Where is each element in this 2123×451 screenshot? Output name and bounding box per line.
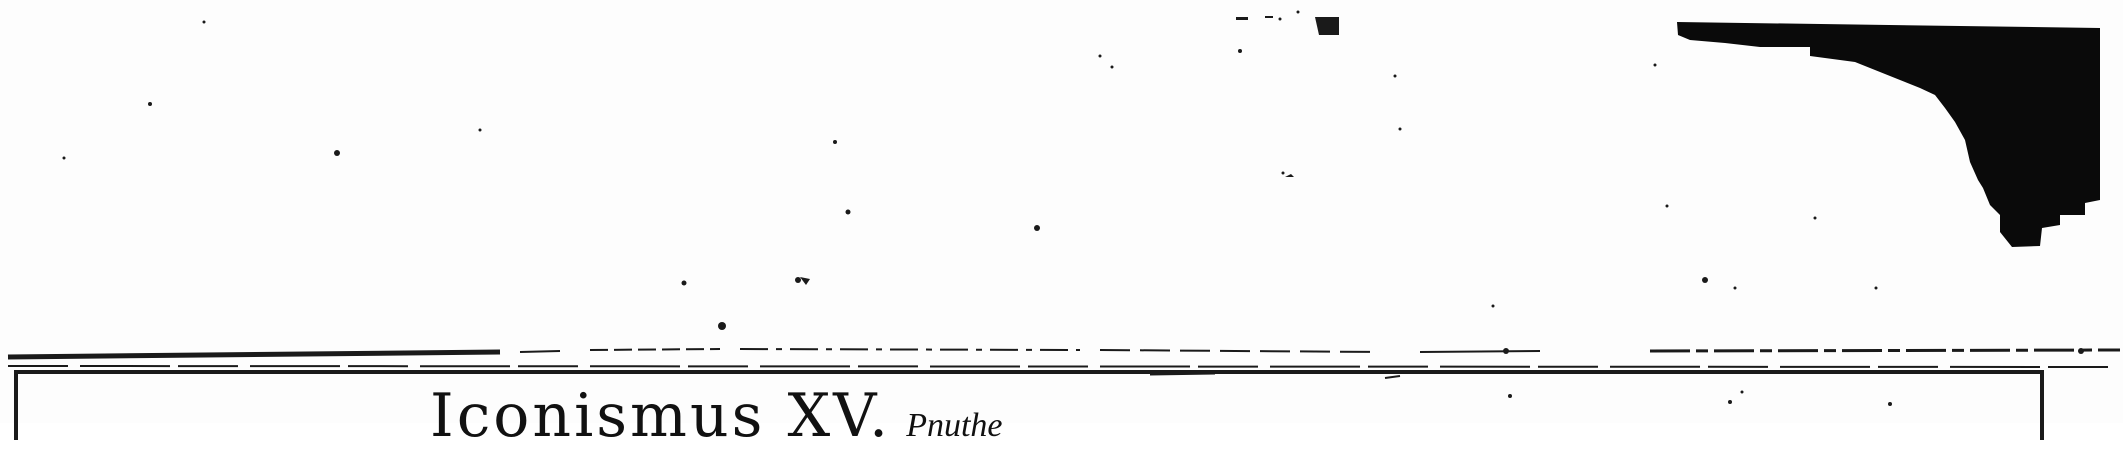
plate-title — [430, 381, 1003, 451]
plate-frame — [14, 370, 2044, 440]
plate-title-main: Iconismus XV. — [430, 381, 892, 451]
plate-title-sub: Pnuthe — [906, 407, 1003, 444]
